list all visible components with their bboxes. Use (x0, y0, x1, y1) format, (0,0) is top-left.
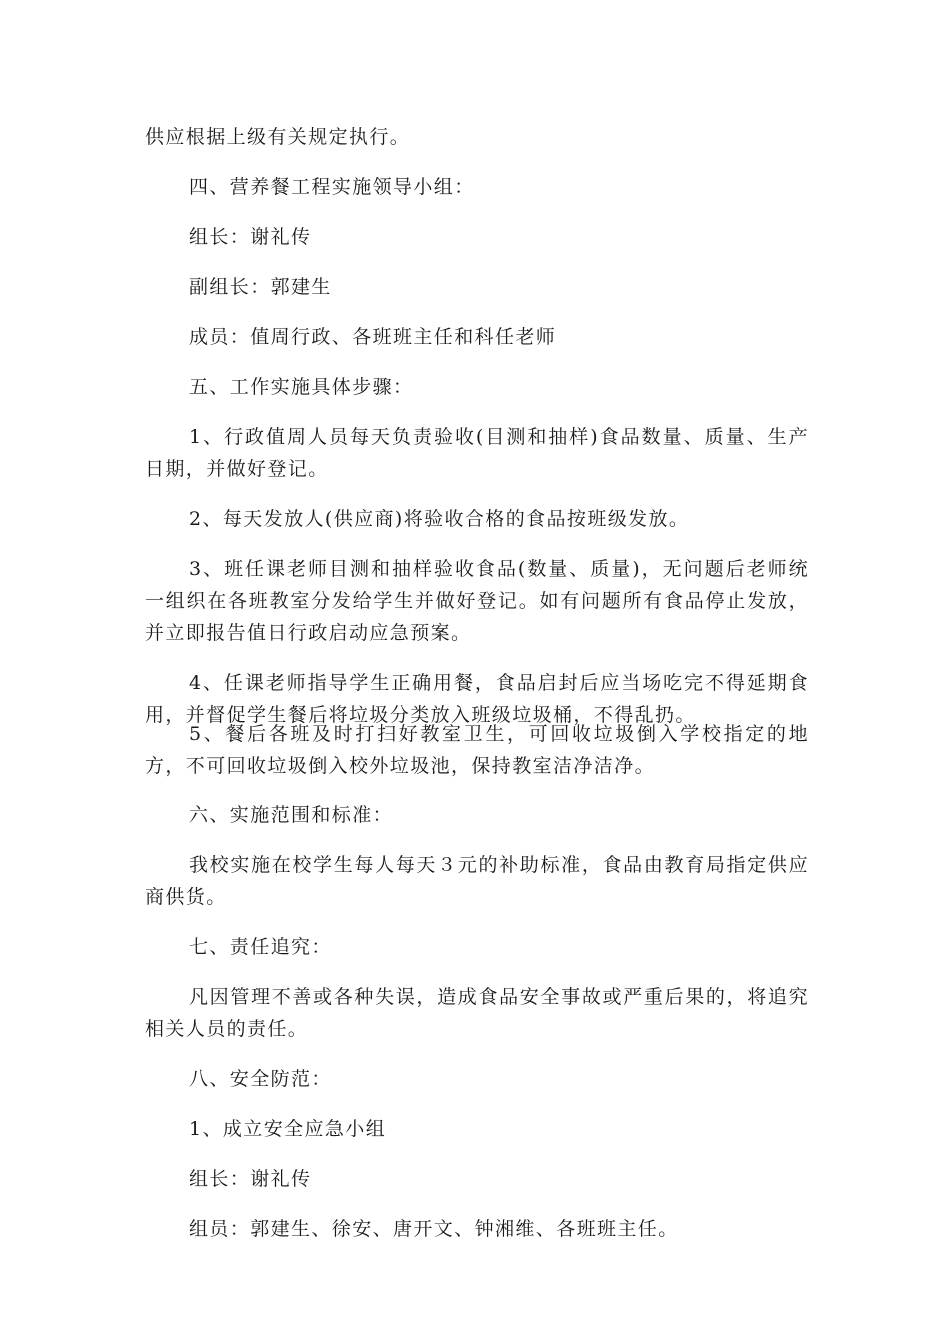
paragraph-safety-members: 组员：郭建生、徐安、唐开文、钟湘维、各班班主任。 (189, 1218, 679, 1240)
paragraph-step-3: 3、班任课老师目测和抽样验收食品(数量、质量)，无问题后老师统一组织在各班教室分发给学生并做好登记。如有问题所有食品停止发放，并立即报告值日行政启动应急预案。 (145, 558, 809, 644)
paragraph-step-4: 4、任课老师指导学生正确用餐，食品启封后应当场吃完不得延期食用，并督促学生餐后将垃圾分类放入班级垃圾桶，不得乱扔。 (145, 672, 809, 726)
paragraph-group-leader: 组长：谢礼传 (189, 226, 312, 248)
paragraph-accountability: 凡因管理不善或各种失误，造成食品安全事故或严重后果的，将追究相关人员的责任。 (145, 986, 809, 1040)
paragraph-supply-rule: 供应根据上级有关规定执行。 (145, 126, 411, 148)
heading-scope-standard: 六、实施范围和标准： (189, 804, 394, 826)
paragraph-deputy-leader: 副组长：郭建生 (189, 276, 332, 298)
paragraph-safety-leader: 组长：谢礼传 (189, 1168, 312, 1190)
paragraph-subsidy-standard: 我校实施在校学生每人每天３元的补助标准，食品由教育局指定供应商供货。 (145, 854, 809, 908)
heading-leadership-group: 四、营养餐工程实施领导小组： (189, 176, 475, 198)
paragraph-safety-group: 1、成立安全应急小组 (189, 1118, 387, 1140)
heading-accountability: 七、责任追究： (189, 936, 332, 958)
paragraph-members: 成员：值周行政、各班班主任和科任老师 (189, 326, 557, 348)
heading-safety: 八、安全防范： (189, 1068, 332, 1090)
heading-implementation-steps: 五、工作实施具体步骤： (189, 376, 414, 398)
paragraph-step-1: 1、行政值周人员每天负责验收(目测和抽样)食品数量、质量、生产日期，并做好登记。 (145, 426, 809, 480)
paragraph-step-5: 5、餐后各班及时打扫好教室卫生，可回收垃圾倒入学校指定的地方，不可回收垃圾倒入校外垃圾池，保持教室洁净洁净。 (145, 723, 809, 777)
paragraph-step-2: 2、每天发放人(供应商)将验收合格的食品按班级发放。 (189, 508, 690, 530)
